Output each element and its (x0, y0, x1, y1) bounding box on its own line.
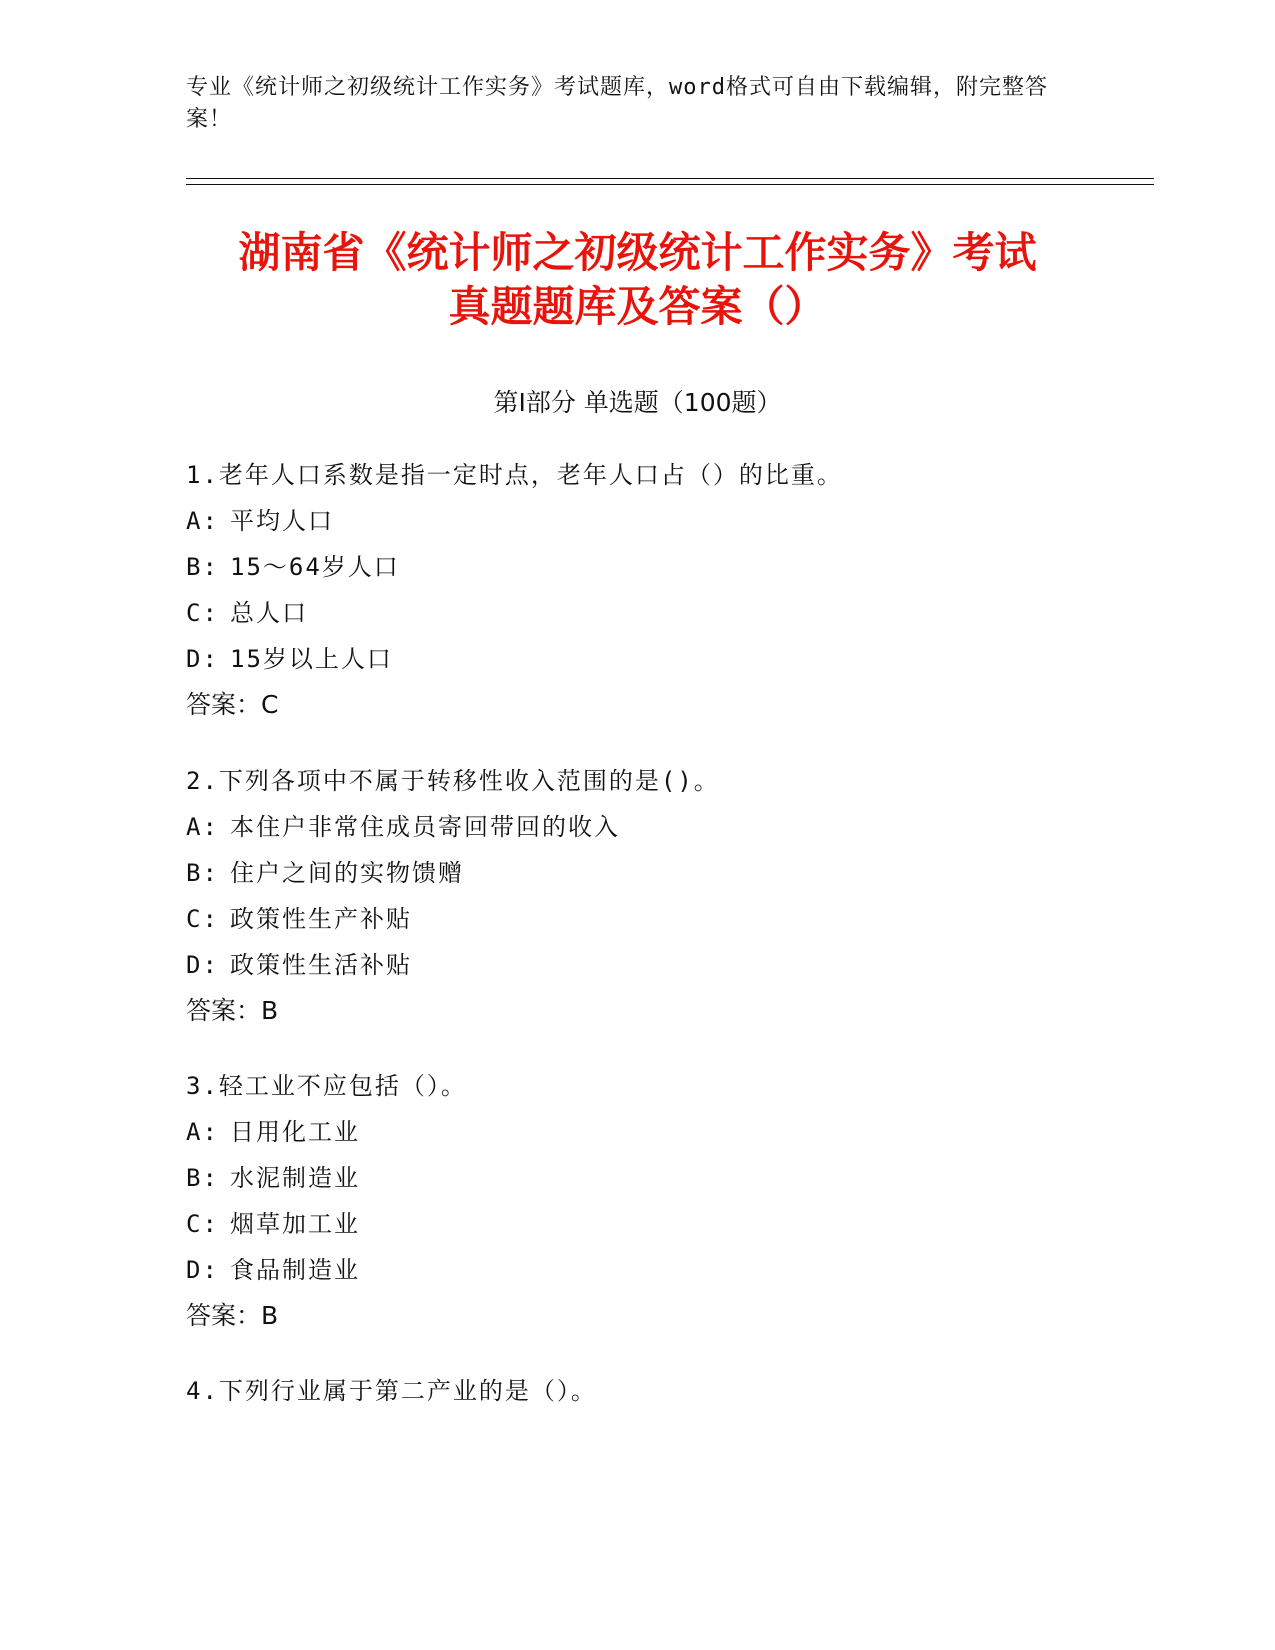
option-letter: C: (186, 1210, 219, 1238)
title-line-1: 湖南省《统计师之初级统计工作实务》考试 (238, 228, 1037, 277)
option-letter: A: (186, 1118, 219, 1146)
question-4 (186, 1368, 1146, 1414)
question-1 (186, 452, 1146, 728)
title-line-2: 真题题库及答案（） (448, 282, 827, 331)
option-text: 平均人口 (230, 507, 334, 535)
option-a (186, 498, 1146, 544)
section-heading: 第Ⅰ部分 单选题（100题） (493, 388, 782, 417)
option-text: 日用化工业 (230, 1118, 360, 1146)
question-stem: 3.轻工业不应包括（）。 (186, 1072, 467, 1100)
option-b (186, 1155, 1146, 1201)
option-letter: A: (186, 507, 219, 535)
option-letter: B: (186, 859, 219, 887)
option-letter: B: (186, 553, 219, 581)
option-text: 住户之间的实物馈赠 (230, 859, 464, 887)
answer: 答案：B (186, 1301, 279, 1330)
option-text: 水泥制造业 (230, 1164, 360, 1192)
answer: 答案：B (186, 996, 279, 1025)
header-note: 专业《统计师之初级统计工作实务》考试题库，word格式可自由下载编辑，附完整答案！ (186, 75, 1048, 132)
option-letter: B: (186, 1164, 219, 1192)
option-d (186, 1247, 1146, 1293)
question-stem: 2.下列各项中不属于转移性收入范围的是()。 (186, 767, 720, 795)
header-divider-top (186, 178, 1154, 179)
option-text: 食品制造业 (230, 1256, 360, 1284)
option-letter: C: (186, 599, 219, 627)
question-3 (186, 1063, 1146, 1339)
option-text: 政策性生产补贴 (230, 905, 412, 933)
question-2 (186, 758, 1146, 1034)
option-letter: D: (186, 1256, 219, 1284)
option-d (186, 636, 1146, 682)
option-a (186, 804, 1146, 850)
header-divider-bottom (186, 184, 1154, 185)
option-text: 烟草加工业 (230, 1210, 360, 1238)
option-text: 15～64岁人口 (230, 553, 400, 581)
option-b (186, 850, 1146, 896)
question-stem: 1.老年人口系数是指一定时点，老年人口占（）的比重。 (186, 461, 843, 489)
option-c (186, 590, 1146, 636)
option-b (186, 544, 1146, 590)
option-text: 政策性生活补贴 (230, 951, 412, 979)
option-a (186, 1109, 1146, 1155)
option-letter: D: (186, 645, 219, 673)
option-text: 15岁以上人口 (230, 645, 393, 673)
question-stem: 4.下列行业属于第二产业的是（）。 (186, 1377, 597, 1405)
option-c (186, 1201, 1146, 1247)
option-letter: A: (186, 813, 219, 841)
option-letter: D: (186, 951, 219, 979)
answer: 答案：C (186, 690, 279, 719)
option-text: 总人口 (230, 599, 308, 627)
document-title (150, 226, 1125, 334)
option-letter: C: (186, 905, 219, 933)
option-d (186, 942, 1146, 988)
option-c (186, 896, 1146, 942)
option-text: 本住户非常住成员寄回带回的收入 (230, 813, 620, 841)
